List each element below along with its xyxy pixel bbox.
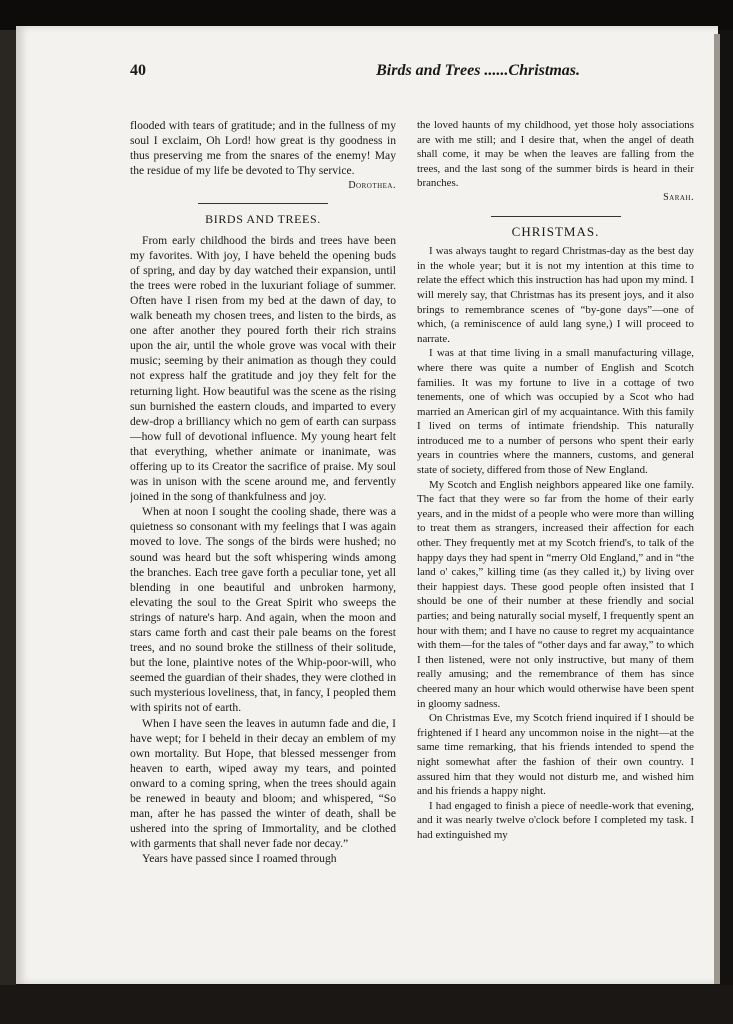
paragraph: When I have seen the leaves in autumn fade and die, I have wept; for I beheld in their decay an emblem of my own mortality. But Hope, that blessed messenger from heaven to earth, wiped away my tears, and pointed onward to a coming spring, when the trees should again be renewed in beauty and bloom; and whispered, “So man, after he has passed the winter of death, shall be ushered into the spring of Immortality, and be clothed with garments that shall never fade nor decay.”	[130, 716, 396, 851]
section-divider	[198, 203, 328, 204]
paragraph: I was always taught to regard Christmas-day as the best day in the whole year; but it is not my intention at this time to relate the effect which this instruction has had upon my mind. I will merely say, that Christmas has its present joys, and it also brings to remembrance scenes of “by-gone days”—one of which, (a reminiscence of auld lang syne,) I will proceed to narrate.	[417, 245, 694, 345]
right-column	[417, 118, 694, 888]
signature-dorothea: Dorothea.	[348, 180, 396, 192]
signature-sarah: Sarah.	[663, 191, 694, 203]
left-column	[130, 118, 396, 888]
page-edge	[714, 34, 720, 984]
scan-border-bottom	[0, 985, 733, 1024]
section-divider	[491, 216, 621, 217]
page-header	[130, 62, 580, 86]
paragraph: When at noon I sought the cooling shade, there was a quietness so consonant with my feelings that I was again moved to love. The songs of the birds were hushed; no sound was heard but the soft whispering winds among the branches. Each tree gave forth a peculiar tone, yet all blending in one beautiful and unbroken harmony, elevating the soul to the Great Spirit who sweeps the strings of nature's harp. And again, when the moon and stars came forth and cast their pale beams on the forest trees, and no sound broke the stillness of their solitude, but the lone, plaintive notes of the Whip-poor-will, who seemed the guardian of their shades, they were clothed in such mysterious loveliness, that, in fancy, I peopled them with spirits not of earth.	[130, 505, 396, 715]
paragraph: On Christmas Eve, my Scotch friend inquired if I should be frightened if I heard any uncommon noise in the night—at the same time remarking, that his friends intended to spend the night somewhat after the fashion of their own country. I assured him that they would not disturb me, and wished him and his friends a happy night.	[417, 712, 694, 798]
page-number: 40	[130, 62, 146, 79]
article-title-christmas: CHRISTMAS.	[511, 223, 600, 239]
paragraph: Years have passed since I roamed through	[142, 852, 337, 866]
paragraph: From early childhood the birds and trees have been my favorites. With joy, I have beheld the opening buds of spring, and day by day watched their expansion, until the trees were robed in the luxuriant foliage of summer. Often have I risen from my bed at the dawn of day, to walk beneath my chosen trees, and listen to the birds, as one after another they poured forth their rich strains upon the air, until the whole grove was vocal with their music; seeming by their animation as though they could not express half the gratitude and joy they felt for the returning light. How beautiful was the scene as the rising sun burnished the eastern clouds, and imparted to every dew-drop a brilliancy which no gem of earth can surpass—how full of devotional influence. My young heart felt that everything, whether animate or inanimate, was offering up to its Creator the sacrifice of praise. My soul was in unison with the scene around me, and fervently joined in the song of thankfulness and joy.	[130, 233, 396, 504]
paragraph: My Scotch and English neighbors appeared like one family. The fact that they were so far from the home of their early years, and in the midst of a people who were more than willing to treat them as strangers, increased their affection for each other. They frequently met at my Scotch friend's, to talk of the happy days they had spent in “merry Old England,” and in “the land o' cakes,” killing time (as they called it,) by living over their happiest days. These good people often insisted that I should be one of their number at these friendly and social parties; and being naturally social myself, I frequently spent an hour with them; and I have no cause to regret my acquaintance with them—for the tales of “other days and far away,” to which I then listened, were not only instructive, but many of them really amusing; and the remembrance of them has since cheered many an hour which would otherwise have been spent in gloomy sadness.	[417, 478, 694, 710]
paragraph: I had engaged to finish a piece of needle-work that evening, and it was nearly twelve o'clock before I completed my task. I had extinguished my	[417, 799, 694, 841]
continued-paragraph: the loved haunts of my childhood, yet those holy associations are with me still; and I desire that, when the angel of death shall come, it may be when the leaves are falling from the trees, and the last song of the summer birds is heard in their branches.	[417, 119, 694, 190]
book-binding	[0, 30, 16, 985]
article-title-birds-and-trees: BIRDS AND TREES.	[205, 212, 321, 227]
continued-paragraph: flooded with tears of gratitude; and in the fullness of my soul I exclaim, Oh Lord! how great is thy goodness in thus preserving me from the snares of the enemy! May the residue of my life be devoted to Thy service.	[130, 119, 396, 178]
running-title: Birds and Trees ......Christmas.	[376, 62, 580, 79]
paragraph: I was at that time living in a small manufacturing village, where there was quite a number of English and Scotch families. It was my fortune to live in a cottage of two tenements, one of which was occupied by a Scot who had married an American girl of my acquaintance. With this family I lived on terms of intimate friendship. This naturally introduced me to a number of persons who spent their early years in countries where the manners, customs, and general state of society, differed from those of New England.	[417, 347, 694, 477]
